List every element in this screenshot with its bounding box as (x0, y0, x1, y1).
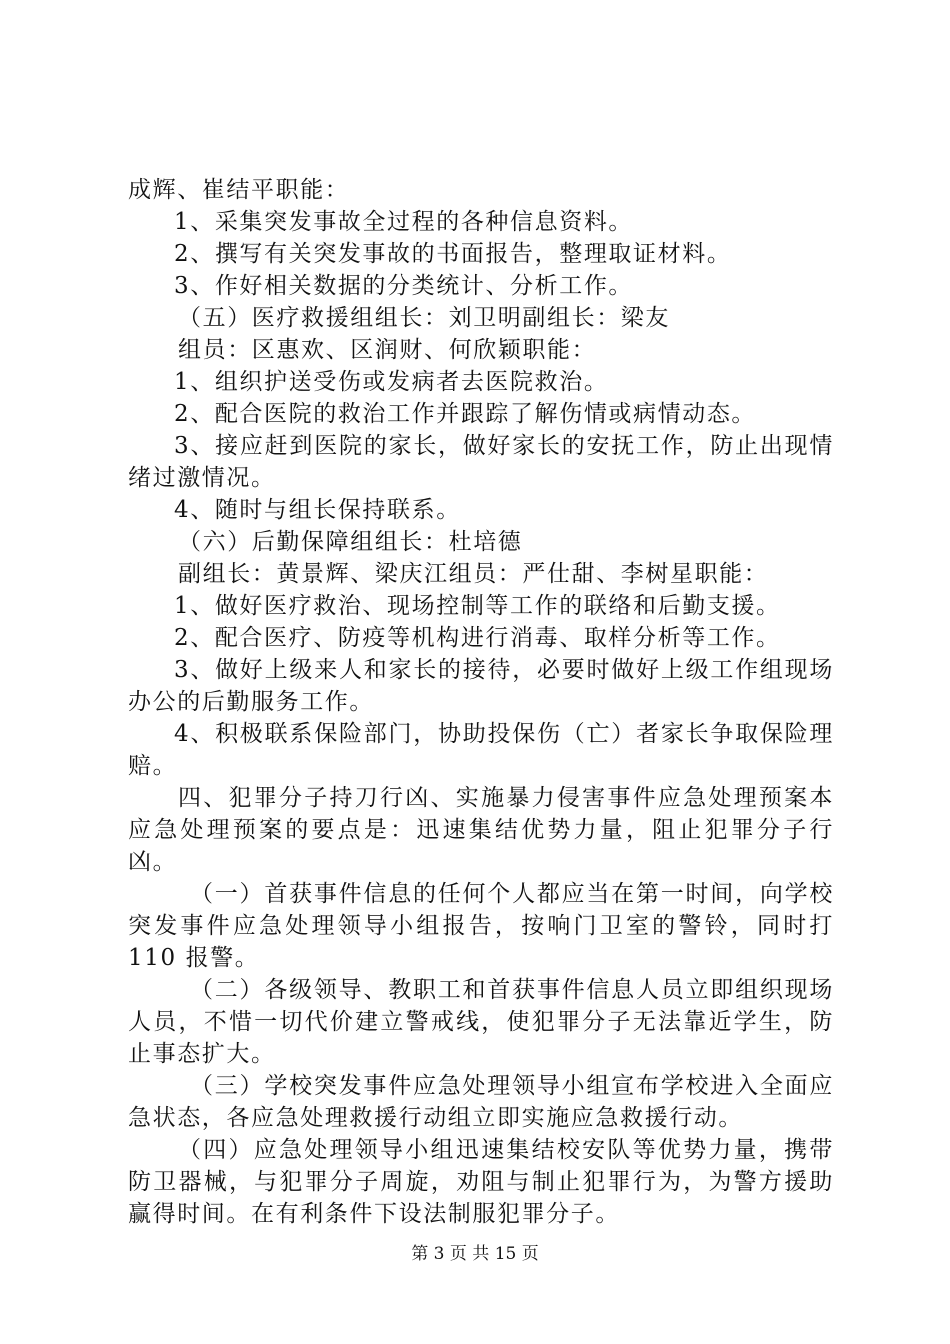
paragraph: 2、撰写有关突发事故的书面报告，整理取证材料。 (174, 241, 732, 267)
page-number-label: 第 3 页 共 15 页 (411, 1244, 539, 1264)
paragraph: 4、随时与组长保持联系。 (174, 497, 461, 523)
section-heading: （五）医疗救援组组长：刘卫明副组长：梁友 (178, 305, 670, 331)
paragraph: 1、组织护送受伤或发病者去医院救治。 (174, 369, 609, 395)
page-footer (0, 1243, 950, 1265)
paragraph: 1、采集突发事故全过程的各种信息资料。 (174, 209, 634, 235)
paragraph: 组员：区惠欢、区润财、何欣颖职能： (178, 337, 597, 363)
paragraph: 成辉、崔结平职能： (128, 177, 350, 203)
paragraph: 副组长：黄景辉、梁庆江组员：严仕甜、李树星职能： (178, 561, 769, 587)
paragraph: （一）首获事件信息的任何个人都应当在第一时间，向学校突发事件应急处理领导小组报告，按响门卫室的警铃，同时打 110 报警。 (128, 881, 834, 971)
paragraph: （四）应急处理领导小组迅速集结校安队等优势力量，携带防卫器械，与犯罪分子周旋，劝阻与制止犯罪行为，为警方援助赢得时间。在有利条件下设法制服犯罪分子。 (128, 1137, 834, 1227)
paragraph: 4、积极联系保险部门，协助投保伤（亡）者家长争取保险理赔。 (128, 721, 834, 779)
paragraph: 3、接应赶到医院的家长，做好家长的安抚工作，防止出现情绪过激情况。 (128, 433, 834, 491)
paragraph: （三）学校突发事件应急处理领导小组宣布学校进入全面应急状态，各应急处理救援行动组立即实施应急救援行动。 (128, 1073, 834, 1131)
section-heading: 四、犯罪分子持刀行凶、实施暴力侵害事件应急处理预案本应急处理预案的要点是：迅速集结优势力量，阻止犯罪分子行凶。 (128, 785, 834, 875)
paragraph: 3、作好相关数据的分类统计、分析工作。 (174, 273, 634, 299)
section-heading: （六）后勤保障组组长：杜培德 (178, 529, 523, 555)
body-text (128, 174, 834, 1230)
paragraph: 2、配合医疗、防疫等机构进行消毒、取样分析等工作。 (174, 625, 781, 651)
paragraph: 1、做好医疗救治、现场控制等工作的联络和后勤支援。 (174, 593, 781, 619)
paragraph: 2、配合医院的救治工作并跟踪了解伤情或病情动态。 (174, 401, 757, 427)
paragraph: 3、做好上级来人和家长的接待，必要时做好上级工作组现场办公的后勤服务工作。 (128, 657, 834, 715)
paragraph: （二）各级领导、教职工和首获事件信息人员立即组织现场人员，不惜一切代价建立警戒线，使犯罪分子无法靠近学生，防止事态扩大。 (128, 977, 834, 1067)
